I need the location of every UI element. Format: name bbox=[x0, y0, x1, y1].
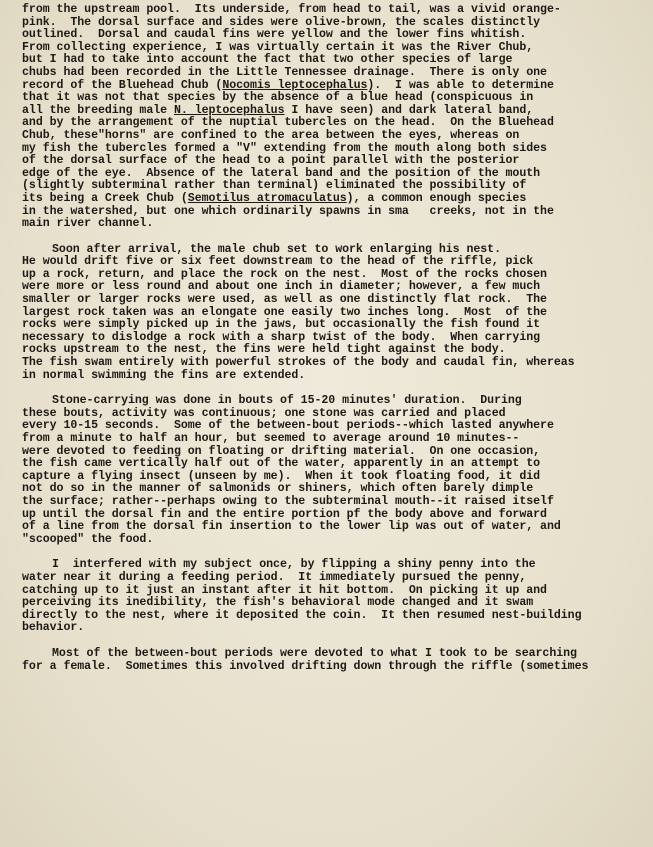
text-line: He would drift five or six feet downstream to the head of the riffle, pick bbox=[22, 255, 534, 269]
text-line: behavior. bbox=[22, 621, 85, 635]
text-line: edge of the eye. Absence of the lateral band and the position of the mouth bbox=[22, 166, 541, 180]
text-line: Chub, these"horns" are confined to the area between the eyes, whereas on bbox=[22, 128, 520, 142]
text-line: Most of the between-bout periods were devoted to what I took to be searching bbox=[52, 646, 577, 660]
text-line: Soon after arrival, the male chub set to work enlarging his nest. bbox=[52, 242, 501, 256]
paragraph-2 bbox=[22, 244, 642, 383]
text-line: necessary to dislodge a rock with a sharp twist of the body. When carrying bbox=[22, 330, 541, 344]
text-line: from a minute to half an hour, but seemed to average around 10 minutes-- bbox=[22, 432, 520, 445]
text-line: From collecting experience, I was virtually certain it was the River Chub, bbox=[22, 40, 534, 54]
text-line: capture a flying insect (unseen by me). When it took floating food, it did bbox=[22, 469, 541, 483]
text-line: every 10-15 seconds. Some of the between-bout periods--which lasted anywhere bbox=[22, 419, 554, 433]
paragraph-gap bbox=[22, 635, 642, 648]
text-line: but I had to take into account the fact that two other species of large bbox=[22, 53, 513, 67]
text-line: and by the arrangement of the nuptial tubercles on the head. On the Bluehead bbox=[22, 116, 554, 130]
text-line: were more or less round and about one inch in diameter; however, a few much bbox=[22, 280, 541, 294]
text-line: rocks upstream to the nest, the fins were held tight against the body. bbox=[22, 343, 506, 357]
paragraph-4 bbox=[22, 559, 642, 635]
text-line: outlined. Dorsal and caudal fins were yellow and the lower fins whitish. bbox=[22, 28, 527, 42]
text-line: The fish swam entirely with powerful strokes of the body and caudal fin, whereas bbox=[22, 356, 575, 370]
text-line: from the upstream pool. Its underside, from head to tail, was a vivid orange- bbox=[22, 3, 561, 16]
document-body bbox=[22, 4, 642, 673]
text-line: pink. The dorsal surface and sides were olive-brown, the scales distinctly bbox=[22, 15, 541, 29]
text-line: of the dorsal surface of the head to a point parallel with the posterior bbox=[22, 154, 520, 168]
text-line: directly to the nest, where it deposited the coin. It then resumed nest-building bbox=[22, 608, 582, 622]
text-line: in the watershed, but one which ordinarily spawns in sma creeks, not in the bbox=[22, 204, 554, 218]
text-line: in normal swimming the fins are extended. bbox=[22, 368, 306, 382]
text-line: up until the dorsal fin and the entire portion pf the body above and forward bbox=[22, 507, 547, 521]
text-line: of a line from the dorsal fin insertion to the lower lip was out of water, and bbox=[22, 520, 561, 534]
text-line: its being a Creek Chub (Semotilus atromaculatus), a common enough species bbox=[22, 191, 527, 205]
text-line: not do so in the manner of salmonids or shiners, which often barely dimple bbox=[22, 482, 534, 496]
text-line: "scooped" the food. bbox=[22, 532, 154, 546]
text-line: perceiving its inedibility, the fish's behavioral mode changed and it swam bbox=[22, 596, 534, 610]
paragraph-1 bbox=[22, 4, 642, 231]
text-line: I interfered with my subject once, by flipping a shiny penny into the bbox=[52, 558, 536, 572]
paragraph-3 bbox=[22, 395, 642, 546]
text-line: smaller or larger rocks were used, as well as one distinctly flat rock. The bbox=[22, 293, 547, 307]
text-line: rocks were simply picked up in the jaws, but occasionally the fish found it bbox=[22, 318, 541, 332]
text-line: that it was not that species by the absence of a blue head (conspicuous in bbox=[22, 91, 534, 105]
text-line: record of the Bluehead Chub (Nocomis leptocephalus). I was able to determine bbox=[22, 78, 554, 92]
text-line: were devoted to feeding on floating or drifting material. On one occasion, bbox=[22, 444, 541, 458]
text-line: Stone-carrying was done in bouts of 15-20 minutes' duration. During bbox=[52, 394, 522, 408]
text-line: all the breeding male N. leptocephalus I have seen) and dark lateral band, bbox=[22, 103, 534, 117]
text-line: up a rock, return, and place the rock on the nest. Most of the rocks chosen bbox=[22, 267, 547, 281]
text-line: main river channel. bbox=[22, 217, 154, 231]
text-line: water near it during a feeding period. It immediately pursued the penny, bbox=[22, 570, 527, 584]
text-line: for a female. Sometimes this involved drifting down through the riffle (sometimes bbox=[22, 659, 589, 673]
text-line: (slightly subterminal rather than terminal) eliminated the possibility of bbox=[22, 179, 527, 193]
text-line: my fish the tubercles formed a "V" extending from the mouth along both sides bbox=[22, 141, 547, 155]
text-line: the surface; rather--perhaps owing to the subterminal mouth--it raised itself bbox=[22, 494, 554, 508]
text-line: the fish came vertically half out of the water, apparently in an attempt to bbox=[22, 457, 541, 471]
paragraph-gap bbox=[22, 231, 642, 244]
text-line: catching up to it just an instant after it hit bottom. On picking it up and bbox=[22, 583, 547, 597]
text-line: these bouts, activity was continuous; one stone was carried and placed bbox=[22, 406, 506, 420]
text-line: largest rock taken was an elongate one easily two inches long. Most of the bbox=[22, 305, 547, 319]
text-line: chubs had been recorded in the Little Tennessee drainage. There is only one bbox=[22, 65, 547, 79]
paragraph-5 bbox=[22, 648, 642, 673]
